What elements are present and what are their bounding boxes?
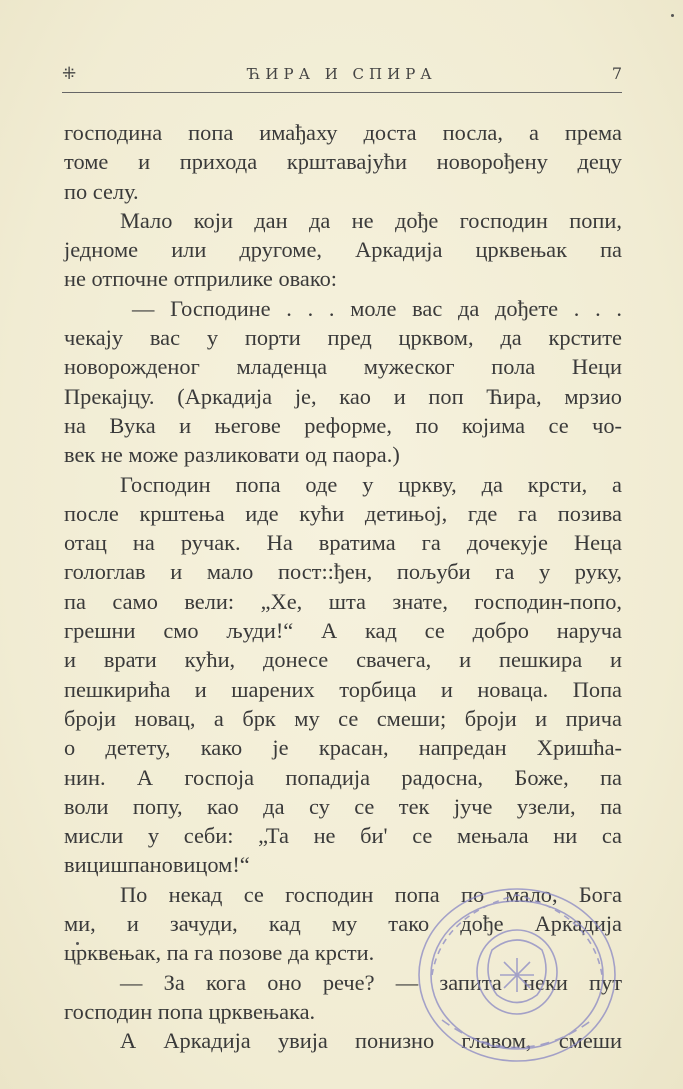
speck — [671, 14, 674, 17]
text-line: По некад се господин попа по мало, Бога — [120, 881, 622, 907]
text-line: мисли у себи: „Та не би' се мењала ни са — [64, 823, 622, 849]
text-line: и врати кући, донесе свачега, и пешкира и — [64, 647, 622, 673]
text-line: па само вели: „Хе, шта знате, господин-попо, — [64, 588, 622, 614]
text-line: Господин попа оде у цркву, да крсти, а — [120, 471, 622, 497]
text-line: — За кога оно рече? — запита неки пут — [120, 969, 622, 995]
text-line: господина попа имађаху доста посла, а према — [64, 120, 622, 145]
text-line: по селу. — [64, 178, 139, 204]
text-line: о детету, како је красан, напредан Хришћа- — [64, 735, 622, 761]
header-rule — [62, 92, 622, 93]
text-line: господин попа црквењака. — [64, 998, 316, 1024]
text-line: новорожденог младенца мужеског пола Неци — [64, 354, 622, 380]
text-line: отац на ручак. На вратима га дочекује Неца — [64, 530, 622, 556]
text-line: — Господине . . . моле вас да дођете . . . — [132, 295, 622, 321]
text-line: нин. А госпоја попадија радосна, Боже, па — [64, 764, 622, 790]
text-line: црквењак, па га позове да крсти. — [64, 940, 375, 966]
header-ornament: ⁜ — [62, 64, 77, 84]
text-line: А Аркадија увија понизно главом, смеши — [120, 1028, 622, 1054]
running-title: ЋИРА И СПИРА — [247, 65, 437, 83]
text-line: ми, и зачуди, кад му тако дође Аркадија — [64, 911, 622, 937]
text-line: гологлав и мало пост::ђен, пољуби га у руку, — [64, 559, 622, 585]
text-line: Прекајцу. (Аркадија је, као и поп Ћира, мрзио — [64, 383, 622, 409]
text-line: броји новац, а брк му се смеши; броји и прича — [64, 705, 622, 731]
text-line: једноме или другоме, Аркадија црквењак па — [64, 237, 622, 263]
text-line: век не може разликовати од паора.) — [64, 442, 400, 468]
text-line: вицишпановицом!“ — [64, 852, 250, 878]
text-line: чекају вас у порти пред црквом, да крстите — [64, 325, 622, 351]
page-number: 7 — [611, 64, 622, 83]
text-line: не отпочне отприлике овако: — [64, 266, 338, 292]
library-stamp — [412, 880, 622, 1070]
text-line: грешни смо људи!“ А кад се добро наруча — [64, 618, 622, 644]
text-line: воли попу, као да су се тек јуче узели, па — [64, 793, 622, 819]
text-line: Мало који дан да не дође господин попи, — [120, 207, 622, 233]
text-line: на Вука и његове реформе, по којима се чо- — [64, 412, 622, 438]
text-line: после крштења иде кући детињој, где га позива — [64, 500, 622, 526]
running-header — [62, 62, 622, 90]
text-line: томе и прихода крштавајући новорођену децу — [64, 149, 622, 175]
text-line: пешкирића и шарених торбица и новаца. Попа — [64, 676, 622, 702]
